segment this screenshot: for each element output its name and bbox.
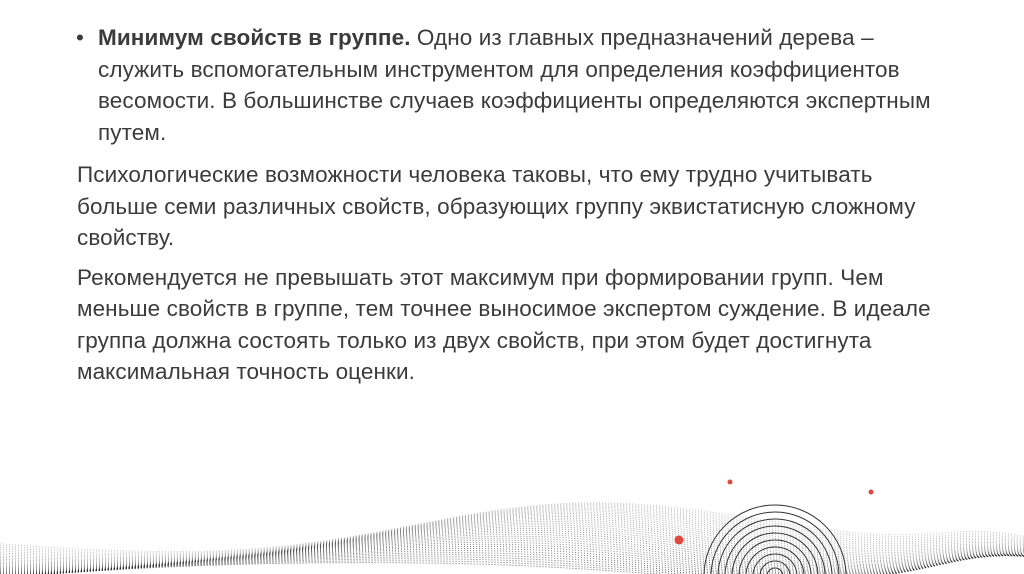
paragraph-recommendation: Рекомендуется не превышать этот максимум при формировании групп. Чем меньше свойств в группе, тем точнее выносимое экспертом суждение. В идеале группа должна состоять только из двух свойств, при этом будет достигнута максимальная точность оценки. <box>77 264 931 384</box>
dotted-waves <box>0 503 1024 574</box>
wave-line <box>0 507 1024 556</box>
bullet-dot: • <box>76 25 84 50</box>
bullet-item <box>77 22 957 148</box>
accent-dot <box>675 536 684 545</box>
wave-decoration <box>0 440 1024 574</box>
paragraph-psychology: Психологические возможности человека таковы, что ему трудно учитывать больше семи различных свойств, образующих группу эквистатисную сложному свойству. <box>77 162 916 250</box>
slide-content <box>77 22 957 396</box>
bullet-text: Одно из главных предназначений дерева – служить вспомогательным инструментом для определения коэффициентов весомости. В большинстве случаев коэффициенты определяются экспертным путем. <box>98 25 931 145</box>
bullet-bold-lead: Минимум свойств в группе. <box>98 25 411 50</box>
wave-line <box>0 504 1024 553</box>
accent-dot <box>728 480 733 485</box>
accent-dot <box>869 490 874 495</box>
ring-circle <box>739 540 811 574</box>
